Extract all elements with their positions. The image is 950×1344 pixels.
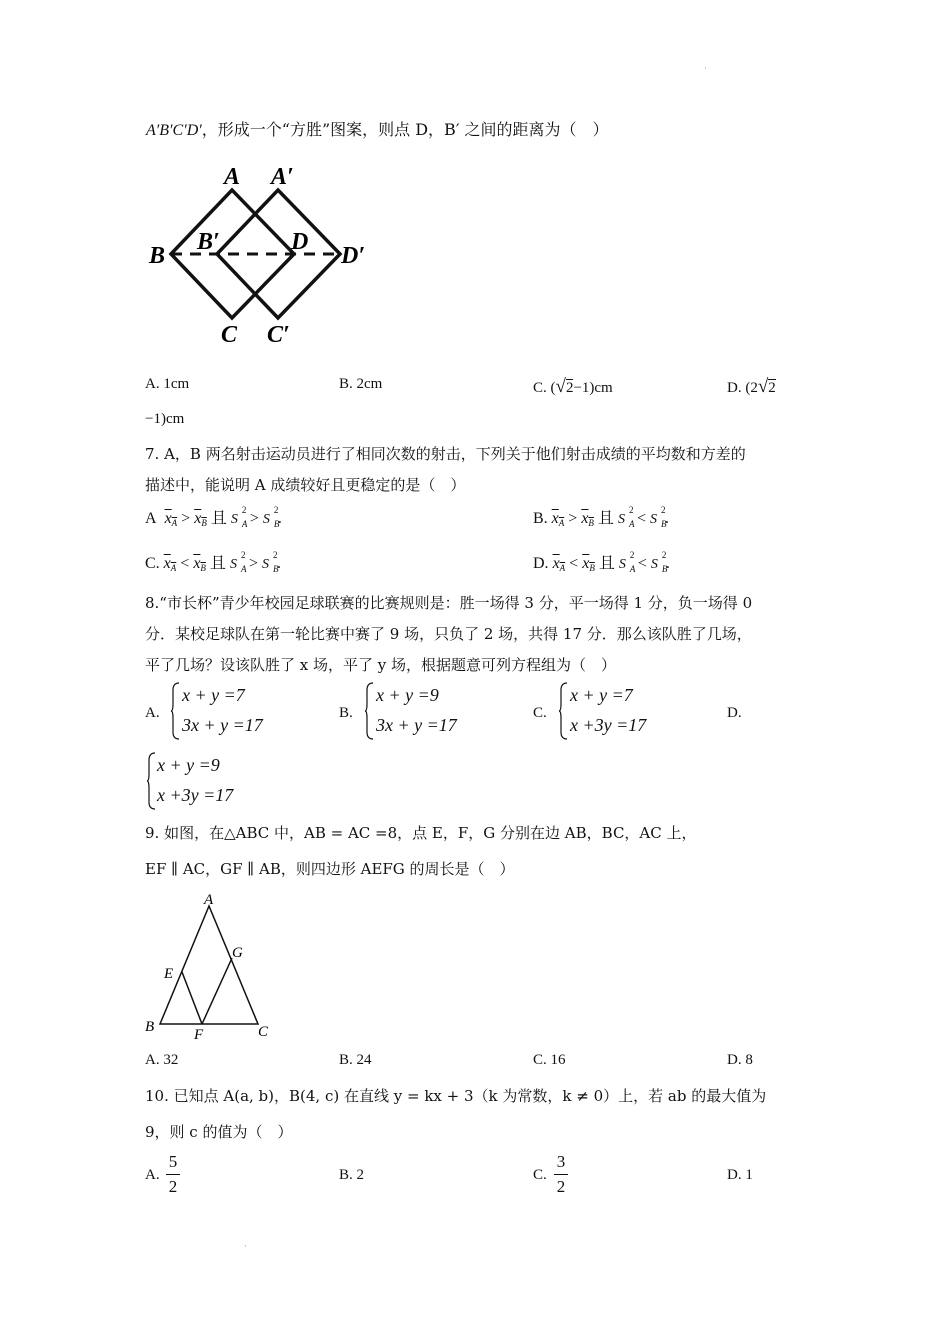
q8-option-a-label[interactable]: A. [145,705,160,721]
q9-label-g: G [232,945,243,961]
q6-label-a-prime: A′ [271,164,294,190]
brace-icon [146,752,156,810]
q10-option-c-fraction[interactable]: 3 2 [554,1152,568,1197]
q9-label-a: A [204,892,214,908]
q10-stem-line1: 10. 已知点 A(a, b)，B(4, c) 在直线 y = kx + 3（k 为常数，k ≠ 0）上，若 ab 的最大值为 [145,1087,767,1105]
q9-stem-line2: EF ∥ AC，GF ∥ AB，则四边形 AEFG 的周长是（ ） [145,860,515,878]
q6-option-c[interactable]: C. (√2−1)cm [533,376,613,397]
brace-icon [364,682,374,740]
q8-option-c-label[interactable]: C. [533,705,547,721]
q7-option-a[interactable]: A $x_A > x_B$ 且 S 2 A > S 2 B . [145,505,282,529]
q10-option-c-label[interactable]: C. [533,1167,547,1183]
q9-segment-ef [182,972,202,1024]
q9-option-c[interactable]: C. 16 [533,1052,566,1068]
brace-icon [558,682,568,740]
q7-stem-line2: 描述中，能说明 A 成绩较好且更稳定的是（ ） [145,476,466,494]
q6-option-a[interactable]: A. 1cm [145,376,190,392]
q9-label-e: E [164,966,174,982]
q9-label-b: B [145,1019,155,1035]
q6-text: ，形成一个“方胜”图案，则点 D，B′ 之间的距离为（ ） [201,120,609,139]
q6-figure [145,160,385,350]
q9-option-a[interactable]: A. 32 [145,1052,179,1068]
q8-stem-line2: 分．某校足球队在第一轮比赛中赛了 9 场，只负了 2 场，共得 17 分．那么该队胜了几场， [145,625,752,643]
q6-option-b[interactable]: B. 2cm [339,376,383,392]
q8-stem-line3: 平了几场？设该队胜了 x 场，平了 y 场，根据题意可列方程组为（ ） [145,656,617,674]
q8-option-d-system[interactable]: x + y =9 x +3y =17 [157,755,234,805]
q8-option-d-label[interactable]: D. [727,705,742,721]
q6-label-d-prime: D′ [341,243,366,269]
q6-label-b: B [149,243,166,269]
q9-option-b[interactable]: B. 24 [339,1052,372,1068]
q9-triangle-abc [160,906,258,1024]
brace-icon [170,682,180,740]
q10-stem-line2: 9，则 c 的值为（ ） [145,1123,293,1141]
q10-option-a-label[interactable]: A. [145,1167,160,1183]
q7-option-c[interactable]: C. $x_A < x_B$ 且 S 2 A > S 2 B . [145,550,281,574]
q10-option-a-fraction[interactable]: 5 2 [166,1152,180,1197]
q7-stem-line1: 7. A，B 两名射击运动员进行了相同次数的射击，下列关于他们射击成绩的平均数和方差的 [145,445,746,463]
q9-stem-line1: 9. 如图，在△ABC 中，AB = AC =8，点 E，F，G 分别在边 AB，BC，AC 上， [145,824,697,842]
q6-option-d-wrap[interactable]: −1)cm [145,411,185,427]
q9-option-d[interactable]: D. 8 [727,1052,753,1068]
q7-option-b[interactable]: B. $x_A > x_B$ 且 S 2 A < S 2 B . [533,505,669,529]
q8-option-c-system[interactable]: x + y =7 x +3y =17 [570,685,647,735]
q6-label-c-prime: C′ [267,322,290,348]
q6-label-c: C [221,322,238,348]
q7-option-d[interactable]: D. $x_A < x_B$ 且 S 2 A < S 2 B . [533,550,670,574]
q6-label-b-prime: B′ [197,229,220,255]
q6-math: A′B′C′D′ [146,122,202,139]
sqrt-symbol: √ [757,376,769,397]
q8-option-b-system[interactable]: x + y =9 3x + y =17 [376,685,457,735]
q9-segment-fg [202,958,232,1024]
header-mark: · [704,64,707,74]
q9-label-c: C [258,1024,269,1040]
q8-option-a-system[interactable]: x + y =7 3x + y =17 [182,685,263,735]
q6-label-a: A [224,164,241,190]
q8-option-b-label[interactable]: B. [339,705,353,721]
q8-stem-line1: 8.“市长杯”青少年校园足球联赛的比赛规则是：胜一场得 3 分，平一场得 1 分，负一场得 0 [145,594,753,612]
q6-label-d: D [291,229,309,255]
q10-option-d[interactable]: D. 1 [727,1167,753,1183]
q6-stem [146,117,609,140]
sqrt-symbol: √ [555,376,566,397]
q9-label-f: F [194,1027,204,1043]
q9-figure [140,888,280,1048]
footer-mark: · [244,1242,247,1252]
q6-option-d[interactable]: D. (2√2 [727,376,776,397]
q10-option-b[interactable]: B. 2 [339,1167,365,1183]
